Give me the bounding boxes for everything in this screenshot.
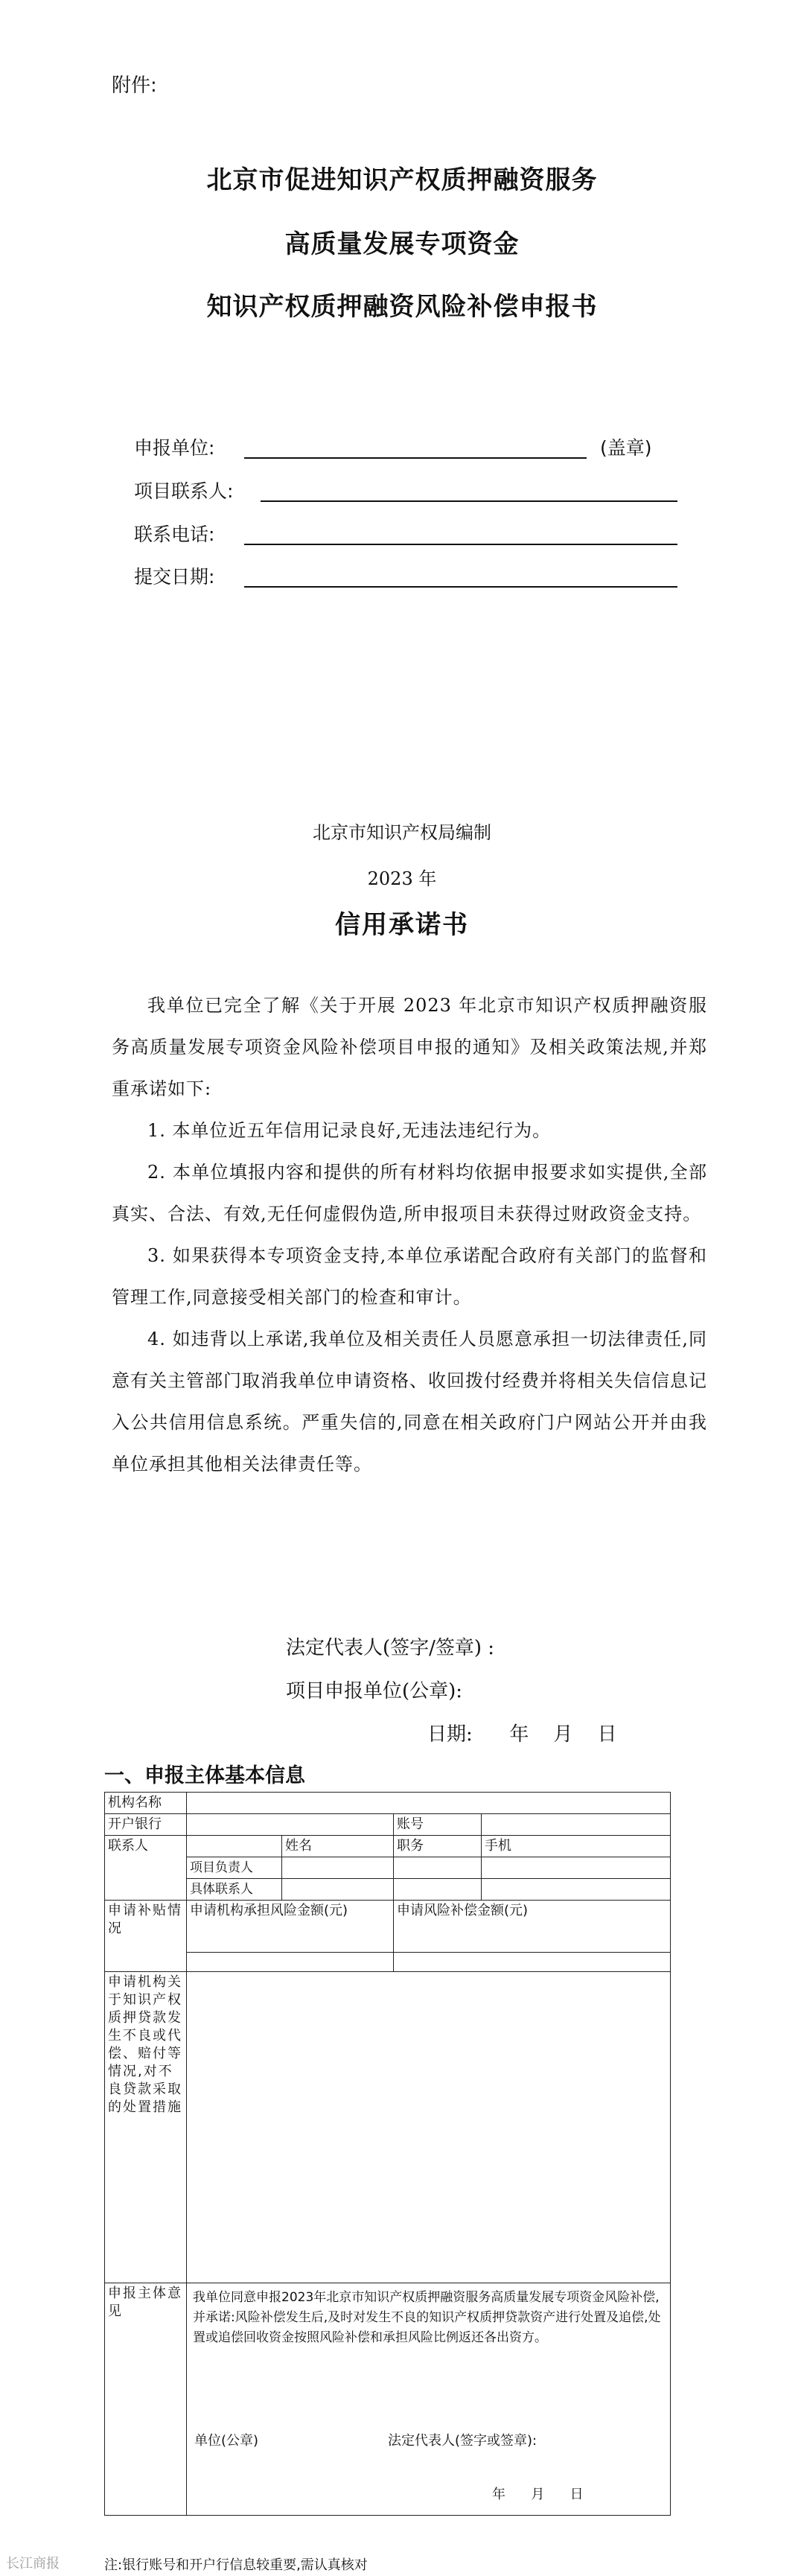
promise-intro: 我单位已完全了解《关于开展 2023 年北京市知识产权质押融资服务高质量发展专项资金风险补偿项目申报的通知》及相关政策法规,并郑重承诺如下:	[112, 995, 707, 1099]
title-line-2: 高质量发展专项资金	[284, 229, 520, 259]
contact-label-cell: 联系人	[105, 1836, 187, 1901]
account-cell[interactable]	[482, 1814, 671, 1836]
promise-title: 信用承诺书	[335, 910, 469, 940]
project-lead-mobile[interactable]	[482, 1857, 671, 1879]
opinion-label: 申报主体意见	[105, 2283, 187, 2516]
project-lead-position[interactable]	[394, 1857, 482, 1879]
project-lead-label: 项目负责人	[187, 1857, 282, 1879]
legal-rep-line: 法定代表人(签字/签章) :	[286, 1637, 495, 1659]
promise-date-line: 日期: 年 月 日	[427, 1723, 617, 1746]
contact-underline	[261, 500, 677, 502]
promise-item-4: 4. 如违背以上承诺,我单位及相关责任人员愿意承担一切法律责任,同意有关主管部门取消我单位申请资格、收回拨付经费并将相关失信信息记入公共信用信息系统。严重失信的,同意在相关政府门户网站公开并由我单位承担其他相关法律责任等。	[112, 1329, 707, 1475]
specific-contact-mobile[interactable]	[482, 1879, 671, 1901]
project-lead-name[interactable]	[282, 1857, 394, 1879]
watermark-logo: 长江商报	[6, 2556, 60, 2572]
risk-amount-header: 申请机构承担风险金额(元)	[187, 1901, 394, 1953]
date-field[interactable]	[134, 562, 685, 589]
year-text: 2023 年	[367, 868, 437, 889]
specific-contact-position[interactable]	[394, 1879, 482, 1901]
opinion-cell	[187, 2283, 671, 2516]
specific-contact-label: 具体联系人	[187, 1879, 282, 1901]
promise-item-1: 1. 本单位近五年信用记录良好,无违法违纪行为。	[147, 1120, 552, 1141]
section-title: 一、申报主体基本信息	[104, 1764, 305, 1787]
info-table	[104, 1792, 671, 2516]
bad-loan-label: 申请机构关于知识产权质押贷款发生不良或代偿、赔付等情况,对不良贷款采取的处置措施	[105, 1972, 187, 2283]
applicant-field[interactable]	[134, 433, 685, 460]
opinion-date: 年 月 日	[492, 2487, 584, 2502]
footnote: 注:银行账号和开户行信息较重要,需认真核对	[104, 2557, 368, 2573]
title-line-3: 知识产权质押融资风险补偿申报书	[206, 292, 598, 322]
date-underline	[244, 586, 677, 588]
opinion-text: 我单位同意申报2023年北京市知识产权质押融资服务高质量发展专项资金风险补偿,并承诺:风险补偿发生后,及时对发生不良的知识产权质押贷款资产进行处置及追偿,处置或追偿回收资金按照风险补偿和承担风险比例返还各出资方。	[193, 2290, 661, 2345]
bad-loan-cell[interactable]	[187, 1972, 671, 2283]
compiler-text: 北京市知识产权局编制	[313, 822, 491, 843]
bank-label: 开户银行	[105, 1814, 187, 1836]
subsidy-label: 申请补贴情况	[105, 1901, 187, 1972]
position-header: 职务	[394, 1836, 482, 1857]
opinion-legal-rep: 法定代表人(签字或签章):	[388, 2433, 537, 2449]
opinion-unit-seal: 单位(公章)	[194, 2433, 259, 2449]
attachment-label: 附件:	[112, 74, 157, 97]
account-label: 账号	[394, 1814, 482, 1836]
compensation-amount-header: 申请风险补偿金额(元)	[394, 1901, 671, 1953]
seal-note: (盖章)	[600, 437, 652, 459]
phone-label: 联系电话:	[134, 524, 215, 545]
unit-seal-line: 项目申报单位(公章):	[286, 1680, 463, 1702]
promise-body	[112, 985, 707, 1485]
risk-amount-cell[interactable]	[187, 1953, 394, 1972]
promise-item-3: 3. 如果获得本专项资金支持,本单位承诺配合政府有关部门的监督和管理工作,同意接受相关部门的检查和审计。	[112, 1245, 707, 1308]
specific-contact-name[interactable]	[282, 1879, 394, 1901]
compensation-amount-cell[interactable]	[394, 1953, 671, 1972]
org-name-label: 机构名称	[105, 1793, 187, 1814]
title-line-1: 北京市促进知识产权质押融资服务	[206, 165, 598, 195]
phone-underline	[244, 544, 677, 545]
contact-blank-cell	[187, 1836, 282, 1857]
date-label: 提交日期:	[134, 566, 215, 588]
org-name-cell[interactable]	[187, 1793, 671, 1814]
bank-cell[interactable]	[187, 1814, 394, 1836]
phone-field[interactable]	[134, 520, 685, 547]
applicant-label: 申报单位:	[134, 437, 215, 459]
mobile-header: 手机	[482, 1836, 671, 1857]
contact-field[interactable]	[134, 477, 685, 503]
name-header: 姓名	[282, 1836, 394, 1857]
applicant-underline	[244, 457, 587, 459]
contact-label: 项目联系人:	[134, 480, 234, 502]
promise-item-2: 2. 本单位填报内容和提供的所有材料均依据申报要求如实提供,全部真实、合法、有效,无任何虚假伪造,所申报项目未获得过财政资金支持。	[112, 1162, 707, 1224]
